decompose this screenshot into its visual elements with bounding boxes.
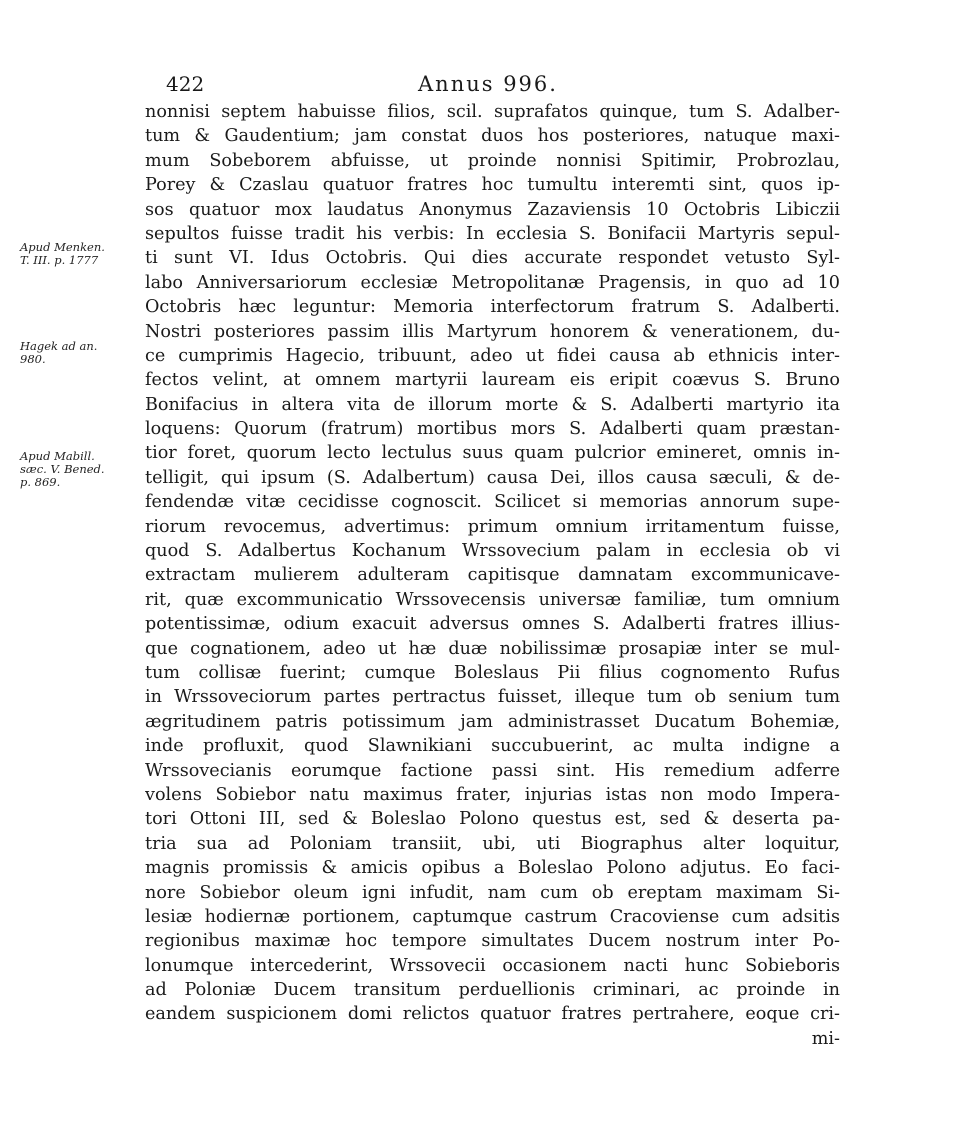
margin-note-line: T. III. p. 1777 (20, 253, 99, 267)
text-line: ti sunt VI. Idus Octobris. Qui dies accurate respondet vetusto Syl- (145, 248, 840, 269)
text-line: tria sua ad Poloniam transiit, ubi, uti Biographus alter loquitur, (145, 833, 840, 854)
margin-note-line: 980. (20, 352, 46, 366)
text-line: sos quatuor mox laudatus Anonymus Zazaviensis 10 Octobris Libiczii (145, 199, 840, 220)
page-number: 422 (166, 72, 205, 96)
text-line: lonumque intercederint, Wrssovecii occasionem nacti hunc Sobieboris (145, 955, 840, 976)
text-line: Wrssovecianis eorumque factione passi sint. His remedium adferre (145, 760, 840, 781)
text-line: inde profluxit, quod Slawnikiani succubuerint, ac multa indigne a (145, 736, 840, 757)
text-line: ad Poloniæ Ducem transitum perduellionis criminari, ac proinde in (145, 980, 840, 1001)
text-line: lesiæ hodiernæ portionem, captumque castrum Cracoviense cum adsitis (145, 906, 840, 927)
text-line: eandem suspicionem domi relictos quatuor fratres pertrahere, eoque cri- (145, 1004, 840, 1025)
text-line: extractam mulierem adulteram capitisque damnatam excommunicave- (145, 565, 840, 586)
margin-note-line: p. 869. (20, 475, 61, 489)
text-line: rit, quæ excommunicatio Wrssovecensis universæ familiæ, tum omnium (145, 589, 840, 610)
text-line: que cognationem, adeo ut hæ duæ nobilissimæ prosapiæ inter se mul- (145, 638, 840, 659)
margin-note-hagek (20, 340, 97, 366)
text-line: mi- (811, 1028, 840, 1049)
margin-note-line: sæc. V. Bened. (20, 462, 105, 476)
margin-note-line: Apud Mabill. (20, 449, 95, 463)
text-line: tori Ottoni III, sed & Boleslao Polono questus est, sed & deserta pa- (145, 809, 840, 830)
margin-note-mabillon (20, 450, 105, 489)
text-line: regionibus maximæ hoc tempore simultates Ducem nostrum inter Po- (145, 931, 840, 952)
text-line: mum Sobeborem abfuisse, ut proinde nonnisi Spitimir, Probrozlau, (145, 150, 840, 171)
text-line: magnis promissis & amicis opibus a Boleslao Polono adjutus. Eo faci- (145, 858, 840, 879)
text-line: quod S. Adalbertus Kochanum Wrssovecium palam in ecclesia ob vi (145, 541, 840, 562)
text-line: nore Sobiebor oleum igni infudit, nam cum ob ereptam maximam Si- (145, 882, 840, 903)
margin-note-menken (20, 241, 105, 267)
text-line: telligit, qui ipsum (S. Adalbertum) causa Dei, illos causa sæculi, & de- (145, 467, 840, 488)
text-line: Porey & Czaslau quatuor fratres hoc tumultu interemti sint, quos ip- (145, 175, 840, 196)
text-line: sepultos fuisse tradit his verbis: In ecclesia S. Bonifacii Martyris sepul- (145, 223, 840, 244)
text-line: tum collisæ fuerint; cumque Boleslaus Pii filius cognomento Rufus (145, 662, 840, 683)
text-line: loquens: Quorum (fratrum) mortibus mors S. Adalberti quam præstan- (145, 419, 840, 440)
running-head (148, 72, 848, 98)
margin-note-line: Apud Menken. (20, 240, 105, 254)
text-line: in Wrssoveciorum partes pertractus fuisset, illeque tum ob senium tum (145, 687, 840, 708)
text-line: Octobris hæc leguntur: Memoria interfectorum fratrum S. Adalberti. (145, 297, 840, 318)
text-line: volens Sobiebor natu maximus frater, injurias istas non modo Impera- (145, 784, 840, 805)
text-line: potentissimæ, odium exacuit adversus omnes S. Adalberti fratres illius- (145, 614, 840, 635)
text-line: ægritudinem patris potissimum jam administrasset Ducatum Bohemiæ, (145, 711, 840, 732)
page-title: Annus 996. (418, 72, 558, 96)
text-line: Bonifacius in altera vita de illorum morte & S. Adalberti martyrio ita (145, 394, 840, 415)
text-line: tior foret, quorum lecto lectulus suus quam pulcrior emineret, omnis in- (145, 443, 840, 464)
body-text (145, 100, 840, 1051)
text-line: ce cumprimis Hagecio, tribuunt, adeo ut fidei causa ab ethnicis inter- (145, 345, 840, 366)
text-line: tum & Gaudentium; jam constat duos hos posteriores, natuque maxi- (145, 126, 840, 147)
margin-note-line: Hagek ad an. (20, 339, 98, 353)
text-line: riorum revocemus, advertimus: primum omnium irritamentum fuisse, (145, 516, 840, 537)
text-line: fectos velint, at omnem martyrii lauream eis eripit coævus S. Bruno (145, 370, 840, 391)
text-line: fendendæ vitæ cecidisse cognoscit. Scilicet si memorias annorum supe- (145, 492, 840, 513)
text-line: labo Anniversariorum ecclesiæ Metropolitanæ Pragensis, in quo ad 10 (145, 272, 840, 293)
text-line: Nostri posteriores passim illis Martyrum honorem & venerationem, du- (145, 321, 840, 342)
text-line: nonnisi septem habuisse filios, scil. suprafatos quinque, tum S. Adalber- (145, 102, 840, 122)
